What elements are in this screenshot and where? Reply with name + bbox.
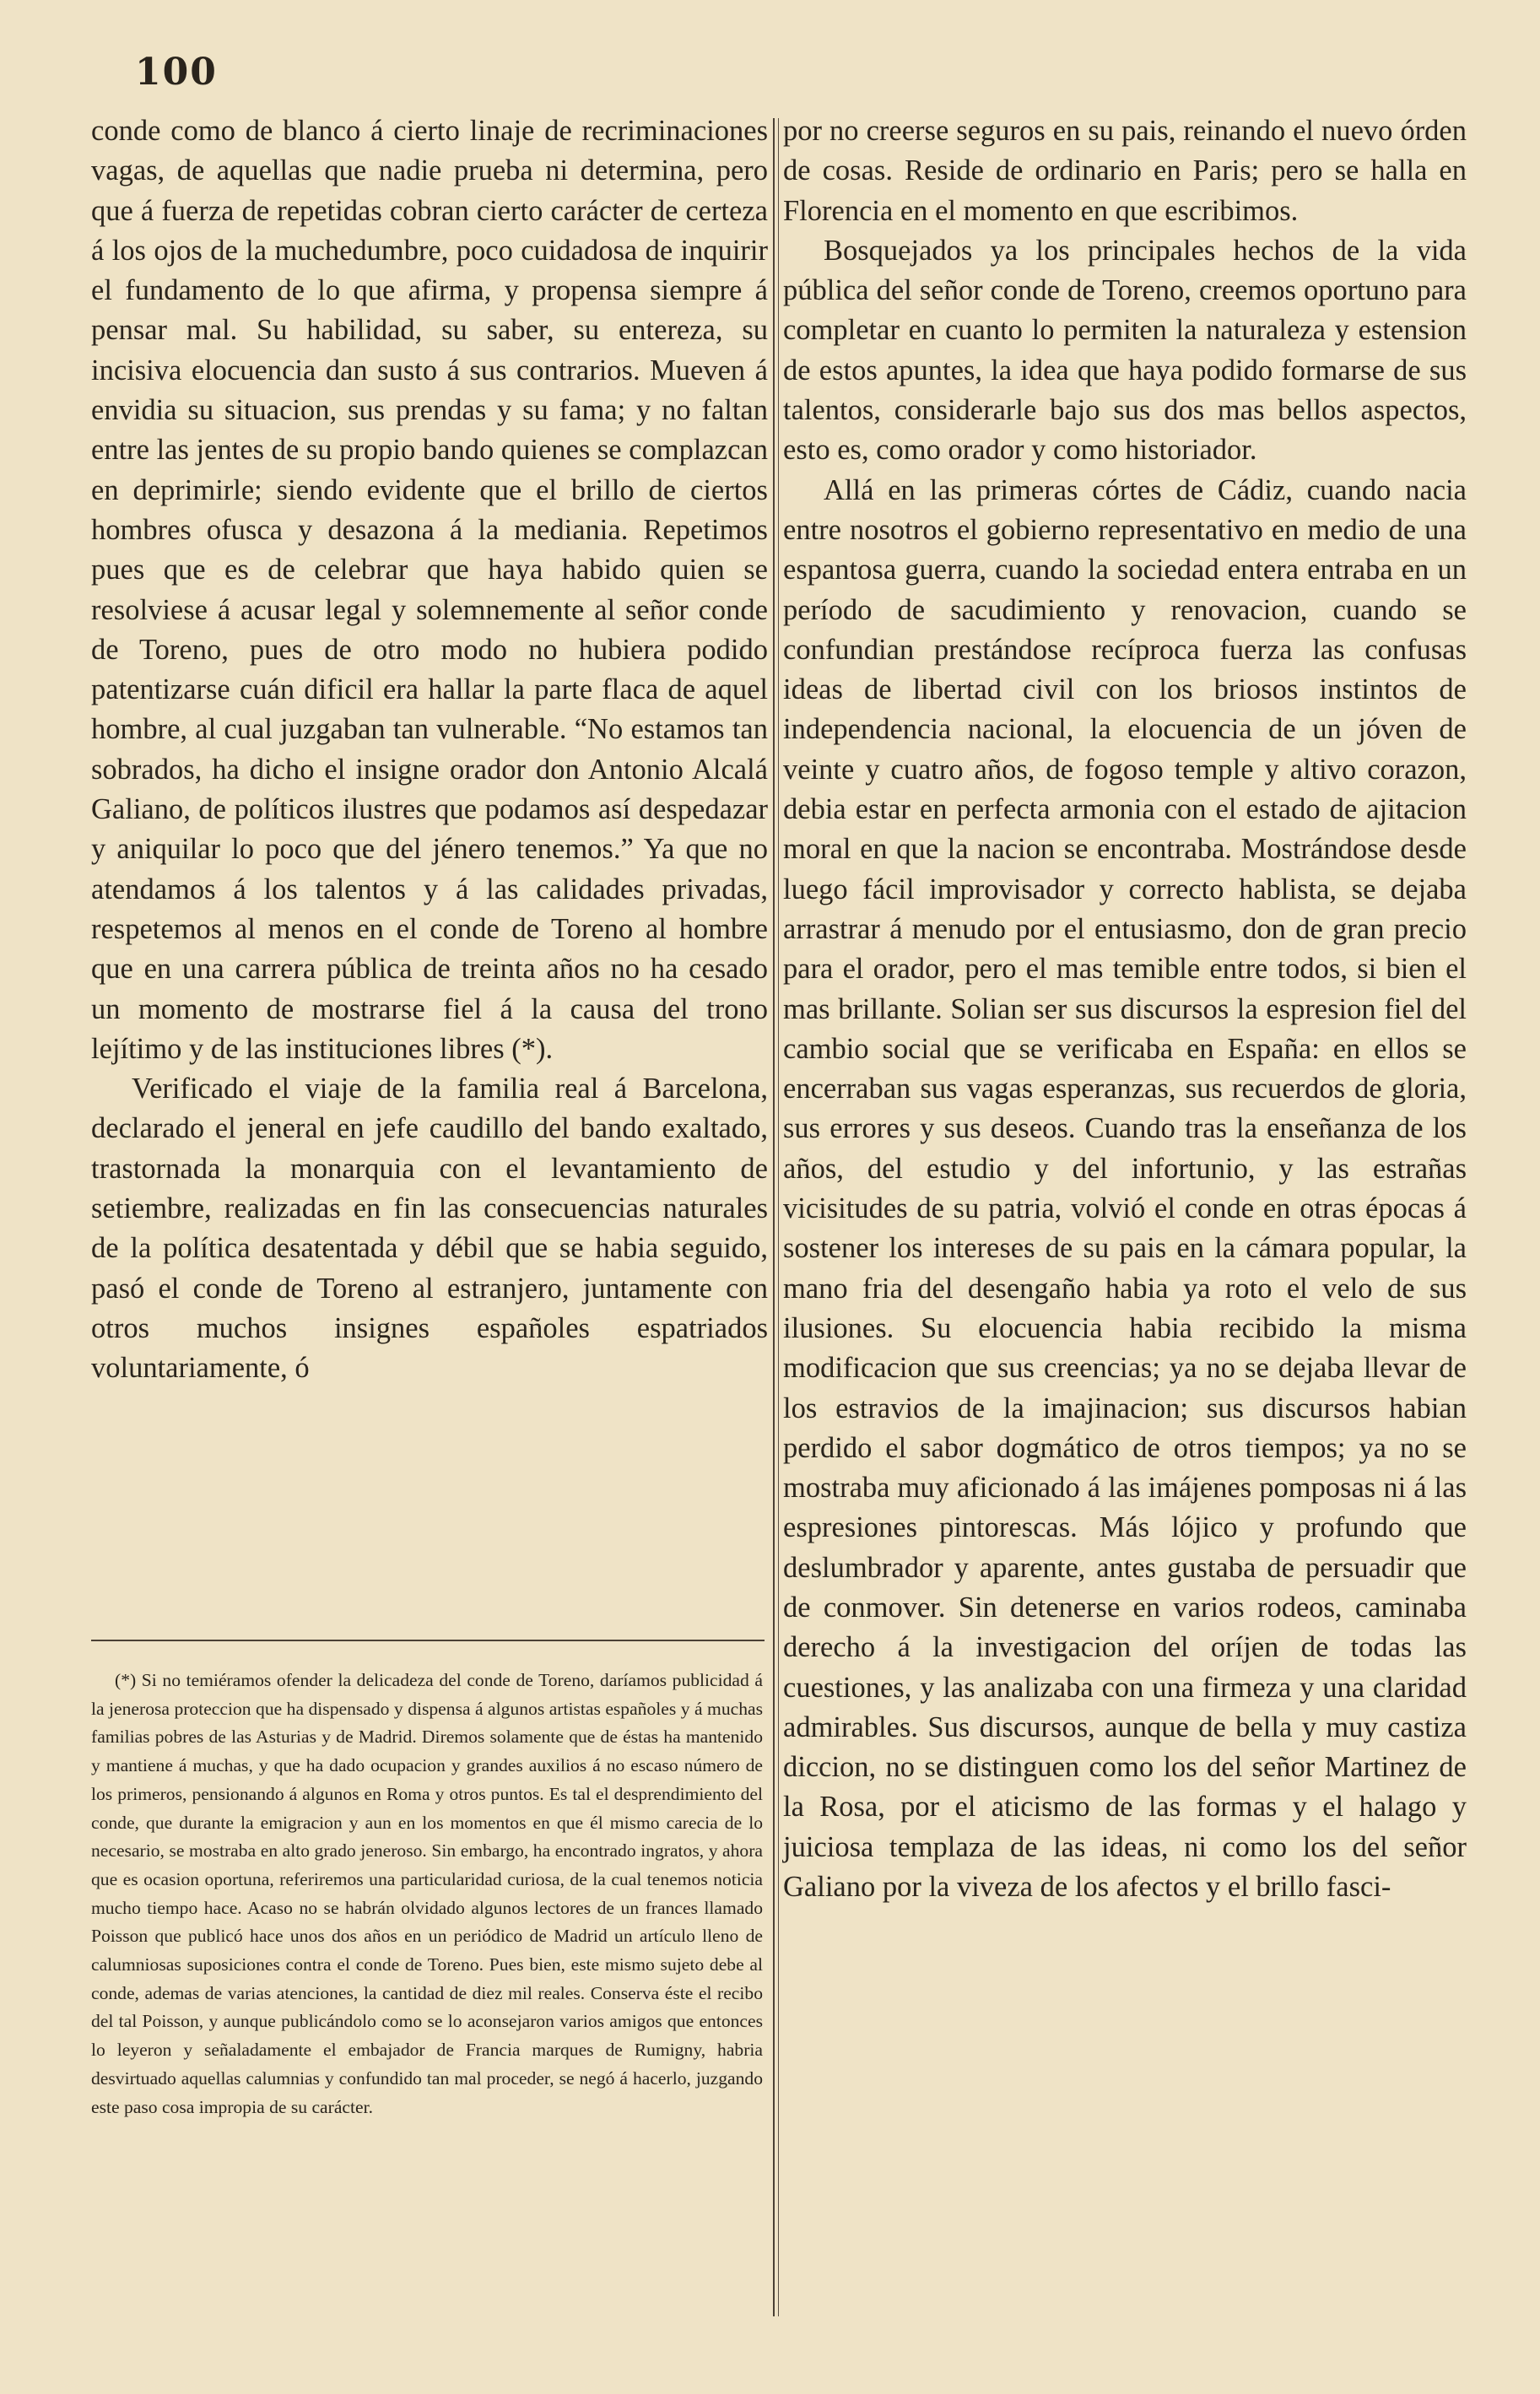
paragraph: conde como de blanco á cierto linaje de recriminaciones vagas, de aquellas que nadie prueba ni determina, pero que á fuerza de repetidas cobran cierto carácter de certeza á los ojos de la muchedumbre, poco cuidadosa de inquirir el fundamento de lo que afirma, y propensa siempre á pensar mal. Su habilidad, su saber, su entereza, su incisiva elocuencia dan susto á sus contrarios. Mueven á envidia su situacion, sus prendas y su fama; y no faltan entre las jentes de su propio bando quienes se complazcan en deprimirle; siendo evidente que el brillo de ciertos hombres ofusca y desazona á la mediania. Repetimos pues que es de celebrar que haya habido quien se resolviese á acusar legal y solemnemente al señor conde de Toreno, pues de otro modo no hubiera podido patentizarse cuán dificil era hallar la parte flaca de aquel hombre, al cual juzgaban tan vulnerable. “No estamos tan sobrados, ha dicho el insigne orador don Antonio Alcalá Galiano, de políticos ilustres que podamos así despedazar y aniquilar lo poco que del jénero tenemos.” Ya que no atendamos á los talentos y á las calidades privadas, respetemos al menos en el conde de Toreno al hombre que en una carrera pública de treinta años no ha cesado un momento de mostrarse fiel á la causa del trono lejítimo y de las instituciones libres (*).	[91, 115, 768, 1065]
right-column	[783, 111, 1467, 1907]
footnote	[91, 1667, 763, 2121]
paragraph: Bosquejados ya los principales hechos de la vida pública del señor conde de Toreno, creemos oportuno para completar en cuanto lo permiten la naturaleza y estension de estos apuntes, la idea que haya podido formarse de sus talentos, considerarle bajo sus dos mas bellos aspectos, esto es, como orador y como historiador.	[783, 234, 1467, 467]
left-column	[91, 111, 768, 1389]
footnote-mark: (*)	[115, 1670, 137, 1690]
paragraph: Allá en las primeras córtes de Cádiz, cuando nacia entre nosotros el gobierno representativo en medio de una espantosa guerra, cuando la sociedad entera entraba en un período de sacudimiento y renovacion, cuando se confundian prestándose recíproca fuerza las confusas ideas de libertad civil con los briosos instintos de independencia nacional, la elocuencia de un jóven de veinte y cuatro años, de fogoso temple y altivo corazon, debia estar en perfecta armonia con el estado de ajitacion moral en que la nacion se encontraba. Mostrándose desde luego fácil improvisador y correcto hablista, se dejaba arrastrar á menudo por el entusiasmo, don de gran precio para el orador, pero el mas temible entre todos, si bien el mas brillante. Solian ser sus discursos la espresion fiel del cambio social que se verificaba en España: en ellos se encerraban sus vagas esperanzas, sus recuerdos de gloria, sus errores y sus deseos. Cuando tras la enseñanza de los años, del estudio y del infortunio, y las estrañas vicisitudes de su patria, volvió el conde en otras épocas á sostener los intereses de su pais en la cámara popular, la mano fria del desengaño habia ya roto el velo de sus ilusiones. Su elocuencia habia recibido la misma modificacion que sus creencias; ya no se dejaba llevar de los estravios de la imajinacion; sus discursos habian perdido el sabor dogmático de otros tiempos; ya no se mostraba muy aficionado á las imájenes pomposas ni á las espresiones pintorescas. Más lójico y profundo que deslumbrador y aparente, antes gustaba de persuadir que de conmover. Sin detenerse en varios rodeos, caminaba derecho á la investigacion del oríjen de todas las cuestiones, y las analizaba con una firmeza y una claridad admirables. Sus discursos, aunque de bella y muy castiza diccion, no se distinguen como los del señor Martinez de la Rosa, por el aticismo de las formas y el halago y juiciosa templaza de las ideas, ni como los del señor Galiano por la viveza de los afectos y el brillo fasci-	[783, 473, 1467, 1904]
paragraph: Verificado el viaje de la familia real á Barcelona, declarado el jeneral en jefe caudillo del bando exaltado, trastornada la monarquia con el levantamiento de setiembre, realizadas en fin las consecuencias naturales de la política desatentada y débil que se habia seguido, pasó el conde de Toreno al estranjero, juntamente con otros muchos insignes españoles espatriados voluntariamente, ó	[91, 1073, 768, 1385]
column-divider-inner	[778, 118, 779, 2316]
page-number: 100	[135, 51, 218, 94]
footnote-divider	[91, 1640, 765, 1641]
paragraph: por no creerse seguros en su pais, reinando el nuevo órden de cosas. Reside de ordinario en Paris; pero se halla en Florencia en el momento en que escribimos.	[783, 115, 1467, 227]
footnote-text: Si no temiéramos ofender la delicadeza del conde de Toreno, daríamos publicidad á la jenerosa proteccion que ha dispensado y dispensa á algunos artistas españoles y á muchas familias pobres de las Asturias y de Madrid. Diremos solamente que de éstas ha mantenido y mantiene á muchas, y que ha dado ocupacion y grandes auxilios á no escaso número de los primeros, pensionando á algunos en Roma y otros puntos. Es tal el desprendimiento del conde, que durante la emigracion y aun en los momentos en que él mismo carecia de lo necesario, se mostraba en alto grado jeneroso. Sin embargo, ha encontrado ingratos, y ahora que es ocasion oportuna, referiremos una particularidad curiosa, de la cual tenemos noticia mucho tiempo hace. Acaso no se habrán olvidado algunos lectores de un frances llamado Poisson que publicó hace unos dos años en un periódico de Madrid un artículo lleno de calumniosas suposiciones contra el conde de Toreno. Pues bien, este mismo sujeto debe al conde, ademas de varias atenciones, la cantidad de diez mil reales. Conserva éste el recibo del tal Poisson, y aunque publicándolo como se lo aconsejaron varios amigos que entonces lo leyeron y señaladamente el embajador de Francia marques de Rumigny, habria desvirtuado aquellas calumnias y confundido tan mal proceder, se negó á hacerlo, juzgando este paso cosa impropia de su carácter.	[91, 1670, 763, 2117]
column-divider	[773, 118, 775, 2316]
